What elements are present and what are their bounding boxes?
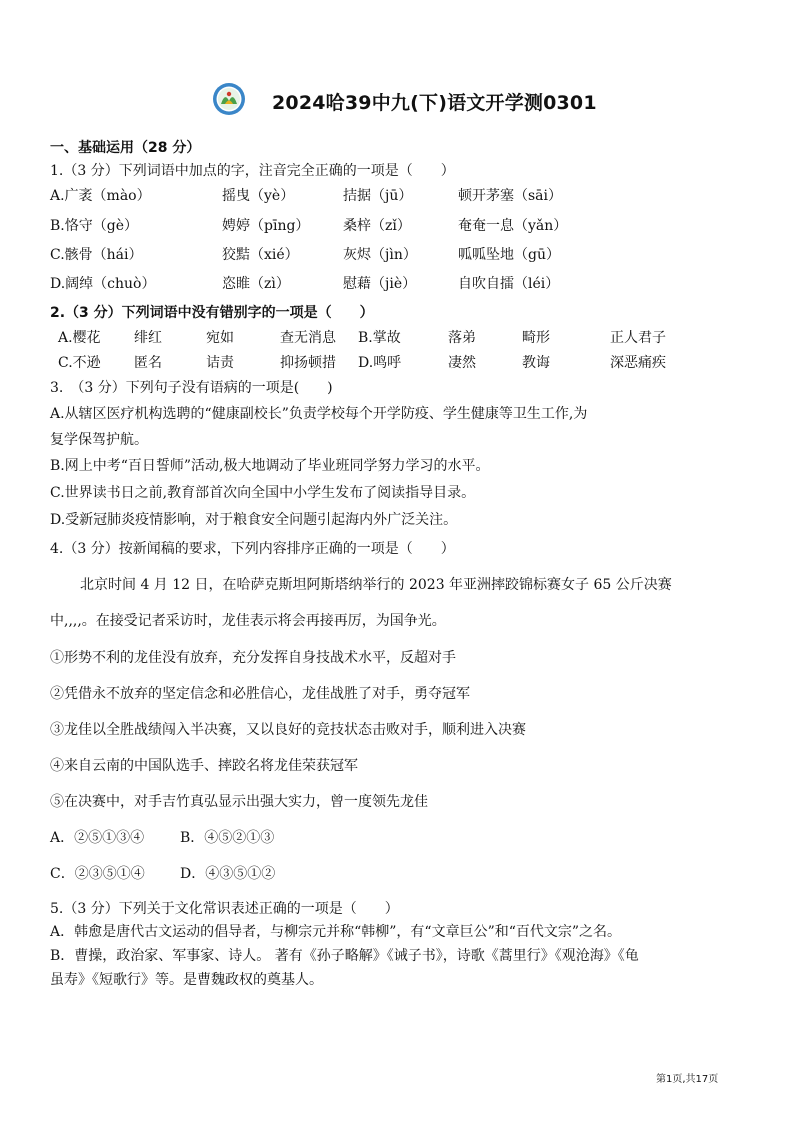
option-cell: 恣睢（zì） [222,276,290,292]
document-header [0,82,794,122]
option-cell: 灰烬（jìn） [343,247,417,263]
question-1-stem: 1.（3 分）下列词语中加点的字，注音完全正确的一项是（ ） [50,163,455,179]
question-4-stem: 4.（3 分）按新闻稿的要求，下列内容排序正确的一项是（ ） [50,541,455,557]
option-cell: B.恪守（gè） [50,218,138,234]
question-4-item-5: ⑤在决赛中，对手吉竹真弘显示出强大实力，曾一度领先龙佳 [50,794,428,810]
question-3-option-d: D.受新冠肺炎疫情影响，对于粮食安全问题引起海内外广泛关注。 [50,512,458,528]
page-title: 2024哈39中九(下)语文开学测0301 [272,92,597,114]
question-5-option-b-cont: 虽寿》《短歌行》等。是曹魏政权的奠基人。 [50,972,323,988]
word-cell: 畸形 [522,330,550,346]
word-cell: 宛如 [206,330,234,346]
word-cell: 抑扬顿措 [280,355,336,371]
option-cell: 慰藉（jiè） [343,276,417,292]
word-cell: 凄然 [448,355,476,371]
option-cell: 摇曳（yè） [222,188,295,204]
option-cell: 娉婷（pīng） [222,218,310,234]
choice-cell: A．②⑤①③④ [50,830,145,846]
option-cell: 自吹自擂（léi） [458,276,560,292]
question-4-item-4: ④来自云南的中国队选手、摔跤名将龙佳荣获冠军 [50,758,358,774]
page-number: 第1页,共17页 [656,1074,719,1085]
word-cell: A.樱花 [58,330,101,346]
choice-cell: D．④③⑤①② [180,866,276,882]
word-cell: 教诲 [522,355,550,371]
option-cell: 呱呱坠地（gū） [458,247,560,263]
option-cell: 狡黠（xié） [222,247,299,263]
question-5-stem: 5.（3 分）下列关于文化常识表述正确的一项是（ ） [50,901,399,917]
question-4-item-1: ①形势不利的龙佳没有放弃，充分发挥自身技战术水平，反超对手 [50,650,456,666]
word-cell: 查无消息 [280,330,336,346]
option-cell: 顿开茅塞（sāi） [458,188,563,204]
word-cell: 匿名 [134,355,162,371]
word-cell: 正人君子 [610,330,666,346]
section-heading: 一、基础运用（28 分） [50,140,201,156]
word-cell: 深恶痛疾 [610,355,666,371]
question-2-stem: 2.（3 分）下列词语中没有错别字的一项是（ ） [50,305,374,321]
question-3-option-a: A.从辖区医疗机构选聘的“健康副校长”负责学校每个开学防疫、学生健康等卫生工作,为 [50,406,588,422]
word-cell: 绯红 [134,330,162,346]
question-3-option-b: B.网上中考“百日誓师”活动,极大地调动了毕业班同学努力学习的水平。 [50,458,490,474]
question-3-option-a-cont: 复学保驾护航。 [50,432,148,448]
question-4-passage-line-2: 中,,,,。在接受记者采访时，龙佳表示将会再接再厉，为国争光。 [50,613,446,629]
word-cell: B.掌故 [358,330,401,346]
option-cell: D.阔绰（chuò） [50,276,156,292]
choice-cell: C．②③⑤①④ [50,866,145,882]
option-cell: 拮据（jū） [343,188,413,204]
choice-cell: B．④⑤②①③ [180,830,275,846]
question-5-option-a: A．韩愈是唐代古文运动的倡导者，与柳宗元并称“韩柳”，有“文章巨公”和“百代文宗”之名。 [50,924,622,940]
question-4-item-2: ②凭借永不放弃的坚定信念和必胜信心，龙佳战胜了对手，勇夺冠军 [50,686,470,702]
question-4-item-3: ③龙佳以全胜战绩闯入半决赛，又以良好的竞技状态击败对手，顺利进入决赛 [50,722,526,738]
question-3-option-c: C.世界读书日之前,教育部首次向全国中小学生发布了阅读指导目录。 [50,485,476,501]
question-4-passage-line-1: 北京时间 4 月 12 日，在哈萨克斯坦阿斯塔纳举行的 2023 年亚洲摔跤锦标赛女子 65 公斤决赛 [80,577,672,593]
option-cell: 桑梓（zǐ） [343,218,411,234]
word-cell: 落弟 [448,330,476,346]
option-cell: 奄奄一息（yǎn） [458,218,568,234]
school-logo-icon [212,82,246,116]
option-cell: A.广袤（mào） [50,188,151,204]
word-cell: 诘责 [206,355,234,371]
question-5-option-b: B．曹操，政治家、军事家、诗人。 著有《孙子略解》《诫子书》，诗歌《蒿里行》《观沧海》《龟 [50,948,639,964]
option-cell: C.骸骨（hái） [50,247,143,263]
word-cell: D.鸣呼 [358,355,402,371]
question-3-stem: 3. （3 分）下列句子没有语病的一项是( ) [50,380,333,396]
word-cell: C.不逊 [58,355,101,371]
